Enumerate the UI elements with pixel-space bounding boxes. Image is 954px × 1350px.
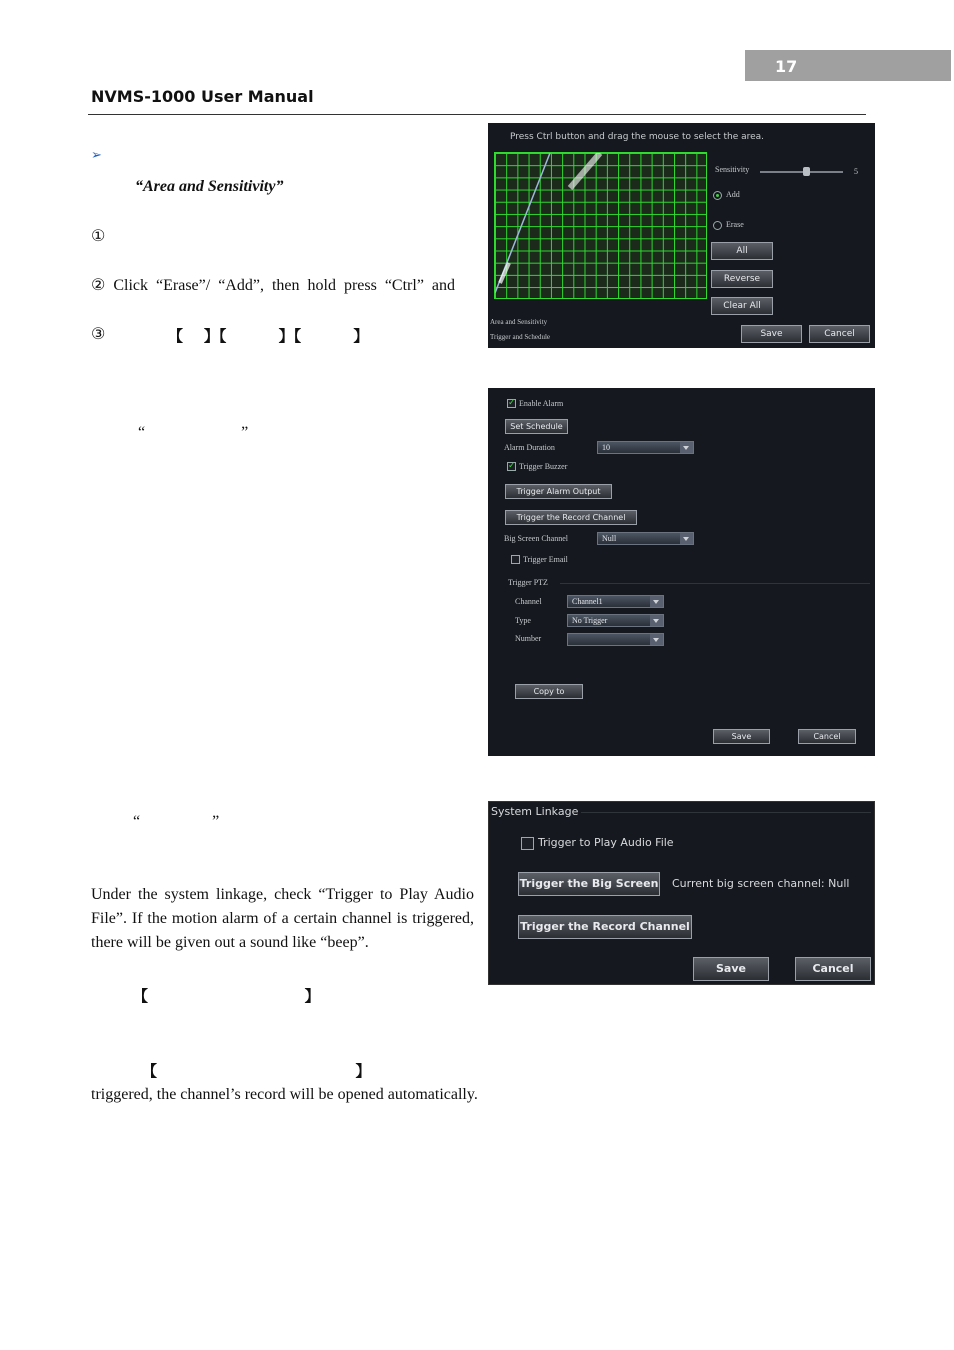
copy-to-button[interactable]: Copy to: [515, 684, 583, 699]
chevron-down-icon: [680, 533, 693, 544]
sensitivity-slider-handle[interactable]: [803, 167, 810, 176]
header-rule: [88, 114, 866, 115]
page-number: 17: [775, 57, 798, 76]
sensitivity-slider[interactable]: [760, 171, 843, 173]
clear-all-button[interactable]: Clear All: [711, 297, 773, 315]
ptz-type-label: Type: [515, 616, 531, 625]
big-screen-channel-select[interactable]: [597, 532, 694, 545]
alarm-duration-select[interactable]: [597, 441, 694, 454]
system-linkage-title: System Linkage: [491, 805, 579, 818]
tab-trigger-schedule[interactable]: Trigger and Schedule: [490, 333, 551, 341]
trigger-cancel-button[interactable]: Cancel: [798, 729, 856, 744]
current-big-screen-text: Current big screen channel: Null: [672, 877, 850, 890]
alarm-duration-label: Alarm Duration: [504, 443, 555, 452]
ptz-type-value: No Trigger: [572, 616, 608, 625]
linkage-cancel-button[interactable]: Cancel: [795, 957, 871, 981]
all-button[interactable]: All: [711, 242, 773, 260]
chevron-down-icon: [650, 634, 663, 645]
play-audio-label: Trigger to Play Audio File: [538, 836, 674, 849]
ptz-channel-value: Channel1: [572, 597, 603, 606]
ptz-channel-select[interactable]: [567, 595, 664, 608]
erase-label: Erase: [726, 220, 744, 229]
play-audio-checkbox[interactable]: [521, 837, 534, 850]
bracket-heading-1: 【 】: [133, 987, 320, 1005]
motion-area-grid[interactable]: [494, 152, 707, 299]
quote-linkage: “ ”: [133, 813, 220, 830]
sensitivity-value: 5: [854, 167, 858, 176]
ptz-channel-label: Channel: [515, 597, 542, 606]
area-save-button[interactable]: Save: [741, 325, 802, 343]
alarm-duration-value: 10: [602, 443, 610, 452]
erase-radio[interactable]: [713, 221, 722, 230]
step-1-marker: ①: [91, 228, 106, 245]
tab-area-sensitivity[interactable]: Area and Sensitivity: [490, 318, 548, 326]
set-schedule-button[interactable]: Set Schedule: [505, 419, 568, 434]
trigger-alarm-output-button[interactable]: Trigger Alarm Output: [505, 484, 612, 499]
ptz-type-select[interactable]: [567, 614, 664, 627]
step-3-brackets: 【 】【 】【 】: [168, 327, 369, 345]
ptz-divider: [560, 583, 870, 584]
trigger-save-button[interactable]: Save: [713, 729, 770, 744]
enable-alarm-checkbox[interactable]: [507, 399, 516, 408]
linkage-record-channel-button[interactable]: Trigger the Record Channel: [518, 915, 692, 939]
trigger-buzzer-checkbox[interactable]: [507, 462, 516, 471]
area-cancel-button[interactable]: Cancel: [809, 325, 870, 343]
trigger-email-checkbox[interactable]: [511, 555, 520, 564]
reverse-button[interactable]: Reverse: [711, 270, 773, 288]
ptz-number-select[interactable]: [567, 633, 664, 646]
area-instruction: Press Ctrl button and drag the mouse to select the area.: [510, 132, 765, 142]
add-label: Add: [726, 190, 740, 199]
trigger-ptz-label: Trigger PTZ: [508, 578, 548, 587]
sensitivity-label: Sensitivity: [715, 165, 750, 174]
chevron-down-icon: [650, 596, 663, 607]
big-screen-channel-value: Null: [602, 534, 617, 543]
enable-alarm-label: Enable Alarm: [519, 399, 564, 408]
ptz-number-label: Number: [515, 634, 542, 643]
step-2-text: ② Click “Erase”/ “Add”, then hold press “Ctrl” and: [91, 277, 456, 294]
arrow-bullet-icon: ➢: [91, 148, 102, 163]
area-sensitivity-text: “Area and Sensitivity”: [135, 178, 284, 195]
record-channel-sentence: triggered, the channel’s record will be opened automatically.: [91, 1086, 478, 1103]
trigger-email-label: Trigger Email: [523, 555, 568, 564]
add-radio[interactable]: [713, 191, 722, 200]
quote-trigger: “ ”: [138, 424, 249, 441]
trigger-buzzer-label: Trigger Buzzer: [519, 462, 568, 471]
trigger-record-channel-button[interactable]: Trigger the Record Channel: [505, 510, 637, 525]
chevron-down-icon: [650, 615, 663, 626]
bracket-heading-2: 【 】: [142, 1062, 371, 1080]
step-3-marker: ③: [91, 326, 106, 343]
chevron-down-icon: [680, 442, 693, 453]
system-linkage-paragraph: Under the system linkage, check “Trigger to Play Audio File”. If the motion alarm of a certain channel is triggered, there will be given out a sound like “beep”.: [91, 886, 474, 951]
trigger-big-screen-button[interactable]: Trigger the Big Screen: [518, 872, 660, 896]
big-screen-channel-label: Big Screen Channel: [504, 534, 568, 543]
system-linkage-divider: [581, 812, 871, 813]
linkage-save-button[interactable]: Save: [693, 957, 769, 981]
camera-preview-graphic: [495, 153, 708, 300]
manual-title: NVMS-1000 User Manual: [91, 87, 314, 106]
